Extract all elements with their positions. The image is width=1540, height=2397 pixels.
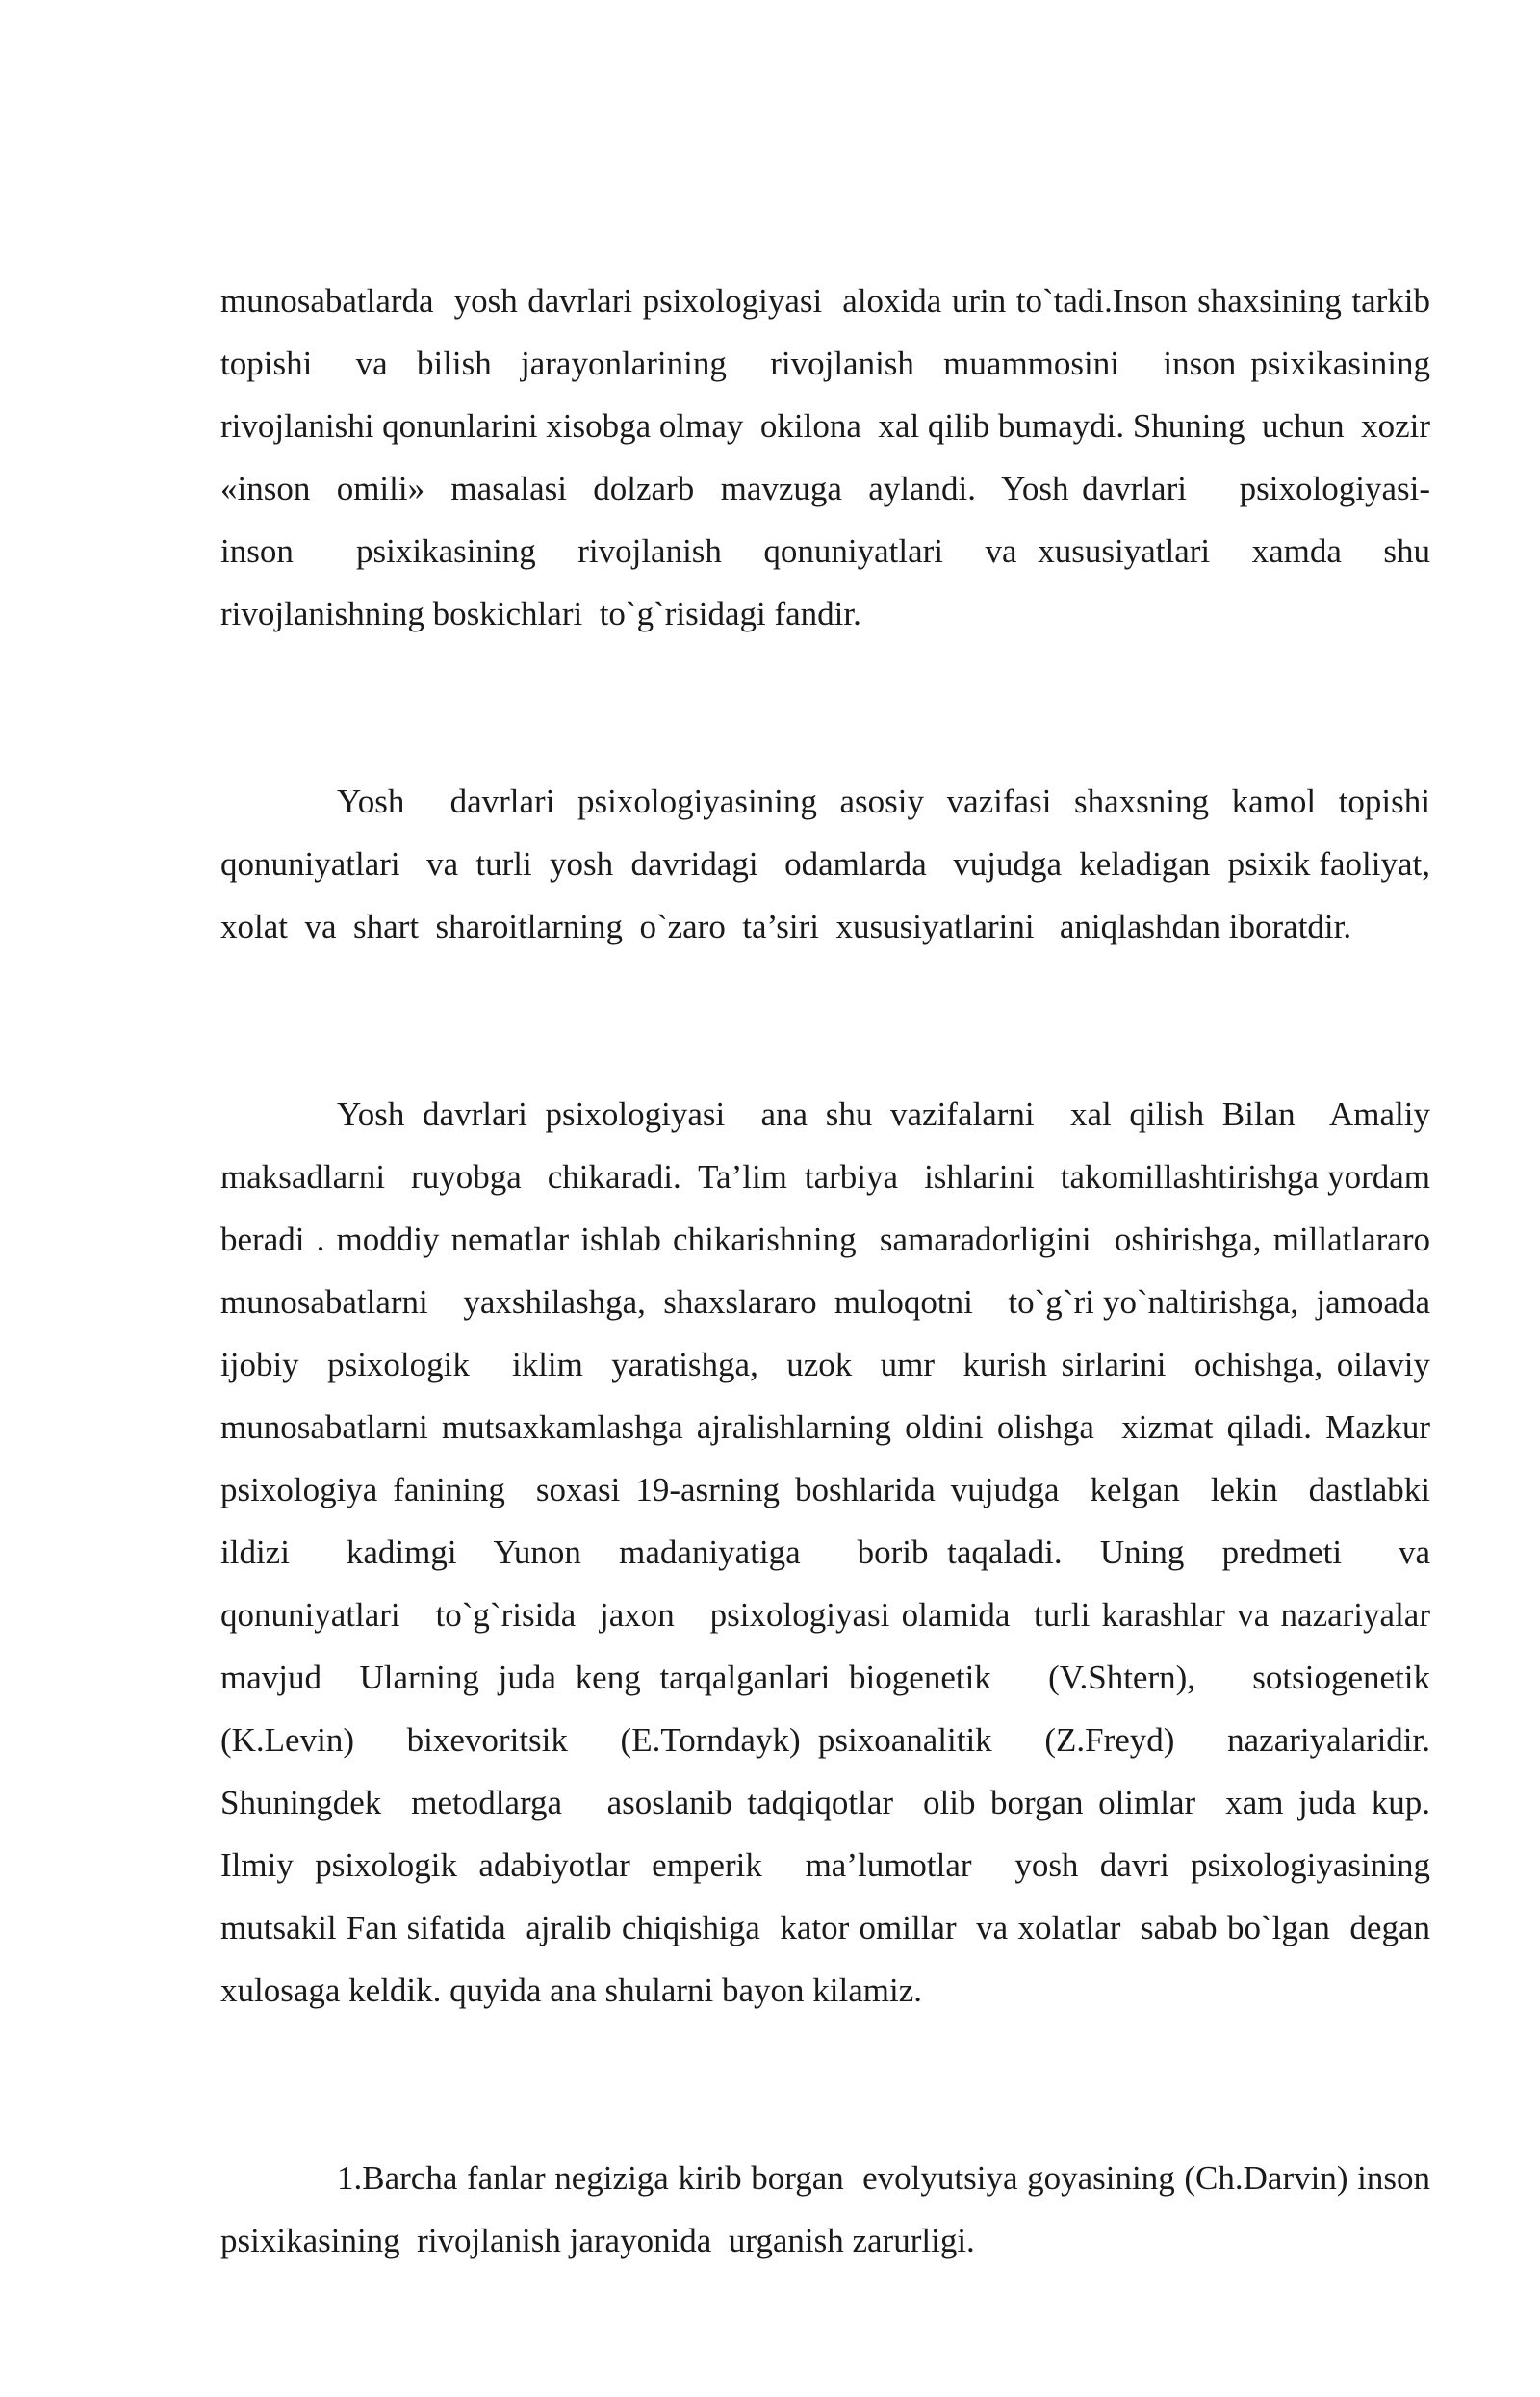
paragraph-3: Yosh davrlari psixologiyasi ana shu vazifalarni xal qilish Bilan Amaliy maksadlarni ruyobga chikaradi. Ta’lim tarbiya ishlarini takomillashtirishga yordam beradi . moddiy nematlar ishlab chikarishning samaradorligini oshirishga, millatlararo munosabatlarni yaxshilashga, shaxslararo muloqotni to`g`ri yo`naltirishga, jamoada ijobiy psixologik iklim yaratishga, uzok umr kurish sirlarini ochishga, oilaviy munosabatlarni mutsaxkamlashga ajralishlarning oldini olishga xizmat qiladi. Mazkur psixologiya fanining soxasi 19-asrning boshlarida vujudga kelgan lekin dastlabki ildizi kadimgi Yunon madaniyatiga borib taqaladi. Uning predmeti va qonuniyatlari to`g`risida jaxon psixologiyasi olamida turli karashlar va nazariyalar mavjud Ularning juda keng tarqalganlari biogenetik (V.Shtern), sotsiogenetik (K.Levin) bixevoritsik (E.Torndayk) psixoanalitik (Z.Freyd) nazariyalaridir. Shuningdek metodlarga asoslanib tadqiqotlar olib borgan olimlar xam juda kup. Ilmiy psixologik adabiyotlar emperik ma’lumotlar yosh davri psixologiyasining mutsakil Fan sifatida ajralib chiqishiga kator omillar va xolatlar sabab bo`lgan degan xulosaga keldik. quyida ana shularni bayon kilamiz.: [220, 1095, 1481, 2009]
paragraph-4: 1.Barcha fanlar negiziga kirib borgan evolyutsiya goyasining (Ch.Darvin) inson psixikasining rivojlanish jarayonida urganish zarurligi.: [220, 2159, 1439, 2259]
paragraph-2: Yosh davrlari psixologiyasining asosiy vazifasi shaxsning kamol topishi qonuniyatlari va turli yosh davridagi odamlarda vujudga keladigan psixik faoliyat, xolat va shart sharoitlarning o`zaro ta’siri xususiyatlarini aniqlashdan iboratdir.: [220, 783, 1448, 945]
document-body: [220, 144, 1481, 2397]
paragraph-1: munosabatlarda yosh davrlari psixologiyasi aloxida urin to`tadi.Inson shaxsining tarkib topishi va bilish jarayonlarining rivojlanish muammosini inson psixikasining rivojlanishi qonunlarini xisobga olmay okilona xal qilib bumaydi. Shuning uchun xozir «inson omili» masalasi dolzarb mavzuga aylandi. Yosh davrlari psixologiyasi- inson psixikasining rivojlanish qonuniyatlari va xususiyatlari xamda shu rivojlanishning boskichlari to`g`risidagi fandir.: [220, 282, 1456, 632]
